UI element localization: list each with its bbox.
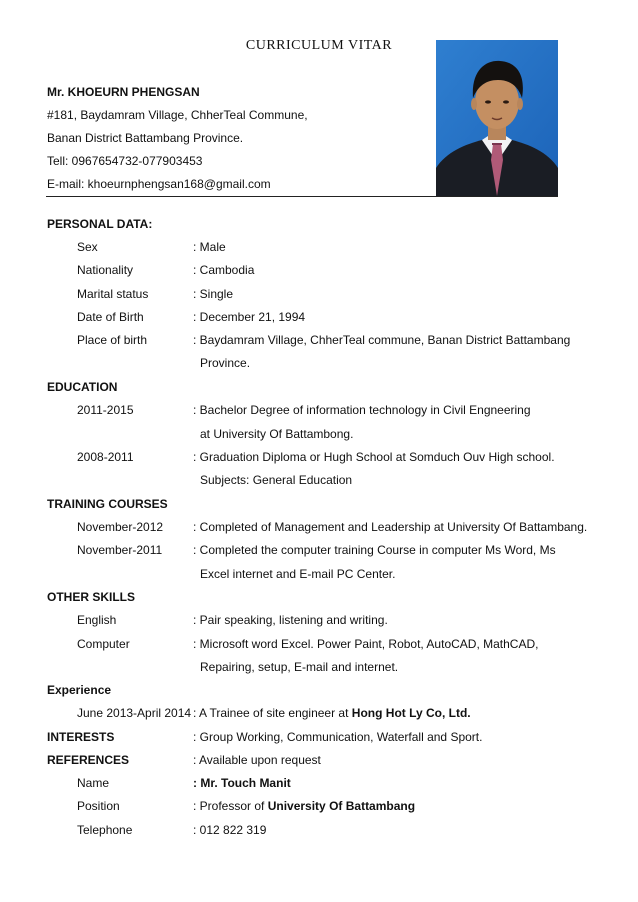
document-title: CURRICULUM VITAR	[245, 38, 393, 53]
skill-value-computer: : Microsoft word Excel. Power Paint, Robot, AutoCAD, MathCAD,	[193, 637, 539, 651]
section-heading-training-courses: TRAINING COURSES	[47, 497, 168, 511]
education-period-1: 2011-2015	[77, 403, 134, 417]
reference-value-telephone: : 012 822 319	[193, 823, 267, 837]
section-heading-interests: INTERESTS	[47, 730, 115, 744]
personal-value-date-of-birth: : December 21, 1994	[193, 310, 306, 324]
reference-value-position	[193, 799, 415, 813]
reference-label-position: Position	[77, 799, 120, 813]
experience-period: June 2013-April 2014	[77, 706, 192, 720]
skill-value-english: : Pair speaking, listening and writing.	[193, 613, 388, 627]
education-entry-1-cont: at University Of Battambong.	[200, 427, 354, 441]
skill-label-computer: Computer	[77, 637, 130, 651]
skill-label-english: English	[77, 613, 117, 627]
address-line-1: #181, Baydamram Village, ChherTeal Commune,	[47, 108, 308, 122]
education-entry-1: : Bachelor Degree of information technology in Civil Engneering	[193, 403, 531, 417]
training-entry-2: : Completed the computer training Course in computer Ms Word, Ms	[193, 543, 556, 557]
personal-value-place-of-birth: : Baydamram Village, ChherTeal commune, Banan District Battambang	[193, 333, 571, 347]
personal-value-place-of-birth-cont: Province.	[200, 356, 251, 370]
applicant-name: Mr. KHOEURN PHENGSAN	[47, 85, 200, 99]
personal-value-nationality: : Cambodia	[193, 263, 255, 277]
experience-company: Hong Hot Ly Co, Ltd.	[351, 706, 471, 720]
section-heading-personal-data: PERSONAL DATA:	[47, 217, 153, 231]
training-entry-2-cont: Excel internet and E-mail PC Center.	[200, 567, 396, 581]
section-heading-education: EDUCATION	[47, 380, 118, 394]
personal-label-sex: Sex	[77, 240, 98, 254]
reference-label-name: Name	[77, 776, 110, 790]
email-line: E-mail: khoeurnphengsan168@gmail.com	[47, 177, 271, 191]
education-entry-2: : Graduation Diploma or Hugh School at Somduch Ouv High school.	[193, 450, 555, 464]
section-heading-references: REFERENCES	[47, 753, 130, 767]
personal-label-date-of-birth: Date of Birth	[77, 310, 144, 324]
reference-value-name: : Mr. Touch Manit	[193, 776, 291, 790]
training-date-2: November-2011	[77, 543, 163, 557]
training-date-1: November-2012	[77, 520, 164, 534]
section-heading-other-skills: OTHER SKILLS	[47, 590, 136, 604]
personal-value-marital-status: : Single	[193, 287, 234, 301]
section-heading-experience: Experience	[47, 683, 112, 697]
personal-label-nationality: Nationality	[77, 263, 134, 277]
skill-value-computer-cont: Repairing, setup, E-mail and internet.	[200, 660, 399, 674]
reference-label-telephone: Telephone	[77, 823, 133, 837]
telephone-line: Tell: 0967654732-077903453	[47, 154, 203, 168]
experience-entry	[193, 706, 471, 720]
education-entry-2-cont: Subjects: General Education	[200, 473, 353, 487]
address-line-2: Banan District Battambang Province.	[47, 131, 244, 145]
header-divider	[46, 196, 558, 197]
experience-entry-text: : A Trainee of site engineer at	[193, 706, 352, 720]
profile-photo	[436, 40, 558, 196]
personal-label-place-of-birth: Place of birth	[77, 333, 148, 347]
references-value: : Available upon request	[193, 753, 321, 767]
education-period-2: 2008-2011	[77, 450, 134, 464]
reference-position-institution: University Of Battambang	[267, 799, 416, 813]
reference-position-text: : Professor of	[193, 799, 268, 813]
personal-label-marital-status: Marital status	[77, 287, 149, 301]
training-entry-1: : Completed of Management and Leadership at University Of Battambang.	[193, 520, 588, 534]
personal-value-sex: : Male	[193, 240, 226, 254]
interests-value: : Group Working, Communication, Waterfall and Sport.	[193, 730, 483, 744]
